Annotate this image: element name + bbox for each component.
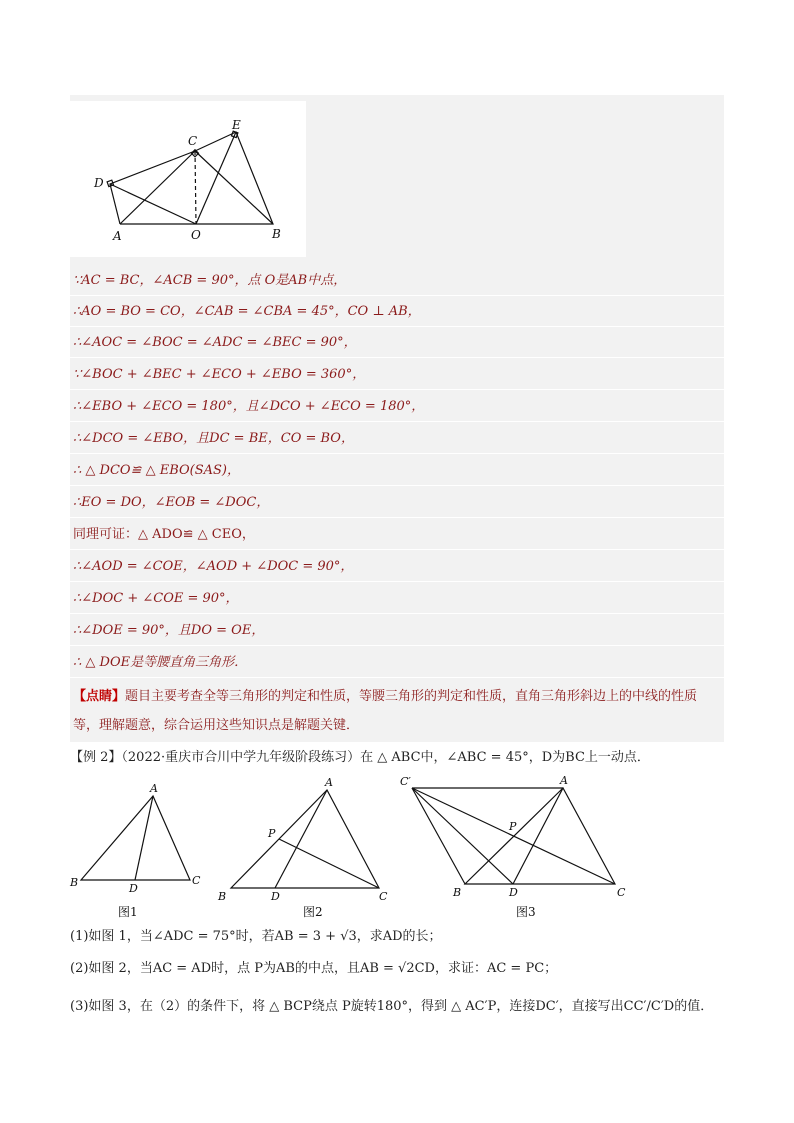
fig2-label-c: C [379, 890, 388, 903]
fig3-label-c-prime: C′ [400, 775, 411, 788]
example-figures [65, 772, 645, 922]
example-tag: 【例 2】 [70, 750, 122, 765]
solution-line: ∴∠AOC = ∠BOC = ∠ADC = ∠BEC = 90°， [70, 327, 724, 358]
label-o: O [191, 228, 201, 242]
solution-line: ∴∠AOD = ∠COE，∠AOD + ∠DOC = 90°， [70, 551, 724, 582]
solution-line: ∵∠BOC + ∠BEC + ∠ECO + ∠EBO = 360°， [70, 359, 724, 390]
solution-figure [70, 101, 306, 257]
fig1-caption: 图1 [118, 905, 138, 919]
example-heading [70, 748, 730, 768]
fig1-label-a: A [150, 782, 158, 795]
fig2-label-b: B [218, 890, 227, 903]
question-3: (3)如图 3，在（2）的条件下，将 △ BCP绕点 P旋转180°，得到 △ AC′P，连接DC′，直接写出CC′/C′D的值． [70, 999, 714, 1014]
figure-3 [412, 788, 615, 884]
fig2-label-a: A [325, 776, 333, 789]
solution-line: 同理可证：△ ADO≌ △ CEO， [70, 519, 724, 550]
fig1-label-c: C [192, 874, 201, 887]
solution-line: ∴∠DOC + ∠COE = 90°， [70, 583, 724, 614]
label-c: C [188, 134, 198, 148]
solution-line: ∴∠DOE = 90°，且DO = OE， [70, 615, 724, 646]
solution-line: ∴AO = BO = CO，∠CAB = ∠CBA = 45°，CO ⊥ AB， [70, 296, 724, 327]
label-b: B [272, 227, 281, 241]
fig3-label-d: D [509, 886, 518, 899]
fig3-caption: 图3 [516, 905, 536, 919]
figures-svg [65, 772, 645, 922]
fig3-label-c: C [617, 886, 626, 899]
geometry-diagram-doe [70, 101, 306, 257]
fig2-label-p: P [268, 827, 276, 840]
fig2-caption: 图2 [303, 905, 323, 919]
example-source: （2022·重庆市合川中学九年级阶段练习） [121, 750, 361, 765]
solution-line: ∴∠EBO + ∠ECO = 180°，且∠DCO + ∠ECO = 180°， [70, 391, 724, 422]
fig2-label-d: D [271, 890, 280, 903]
fig1-label-d: D [129, 882, 138, 895]
label-a: A [113, 229, 122, 243]
label-e: E [232, 118, 241, 132]
figure-2 [231, 790, 379, 888]
solution-line: ∴∠DCO = ∠EBO，且DC = BE，CO = BO， [70, 423, 724, 454]
solution-line: ∴EO = DO，∠EOB = ∠DOC， [70, 487, 724, 518]
tip-block [70, 678, 724, 742]
fig3-label-a: A [560, 774, 568, 787]
tip-text: 题目主要考查全等三角形的判定和性质，等腰三角形的判定和性质，直角三角形斜边上的中线的性质等，理解题意，综合运用这些知识点是解题关键． [73, 689, 698, 733]
fig3-label-b: B [453, 886, 462, 899]
question-2: (2)如图 2，当AC = AD时，点 P为AB的中点，且AB = √2CD，求证：AC = PC； [70, 961, 558, 976]
example-stem: 在 △ ABC中，∠ABC = 45°，D为BC上一动点． [360, 750, 650, 765]
tip-tag: 【点睛】 [73, 689, 126, 704]
fig1-label-b: B [70, 876, 79, 889]
solution-line: ∵AC = BC，∠ACB = 90°，点 O是AB中点， [70, 265, 724, 296]
figure-1 [81, 796, 190, 880]
solution-line: ∴ △ DCO≌ △ EBO(SAS)， [70, 455, 724, 486]
solution-line: ∴ △ DOE是等腰直角三角形． [70, 647, 724, 678]
label-d: D [94, 176, 104, 190]
question-1: (1)如图 1，当∠ADC = 75°时，若AB = 3 + √3，求AD的长； [70, 929, 442, 944]
fig3-label-p: P [509, 820, 517, 833]
